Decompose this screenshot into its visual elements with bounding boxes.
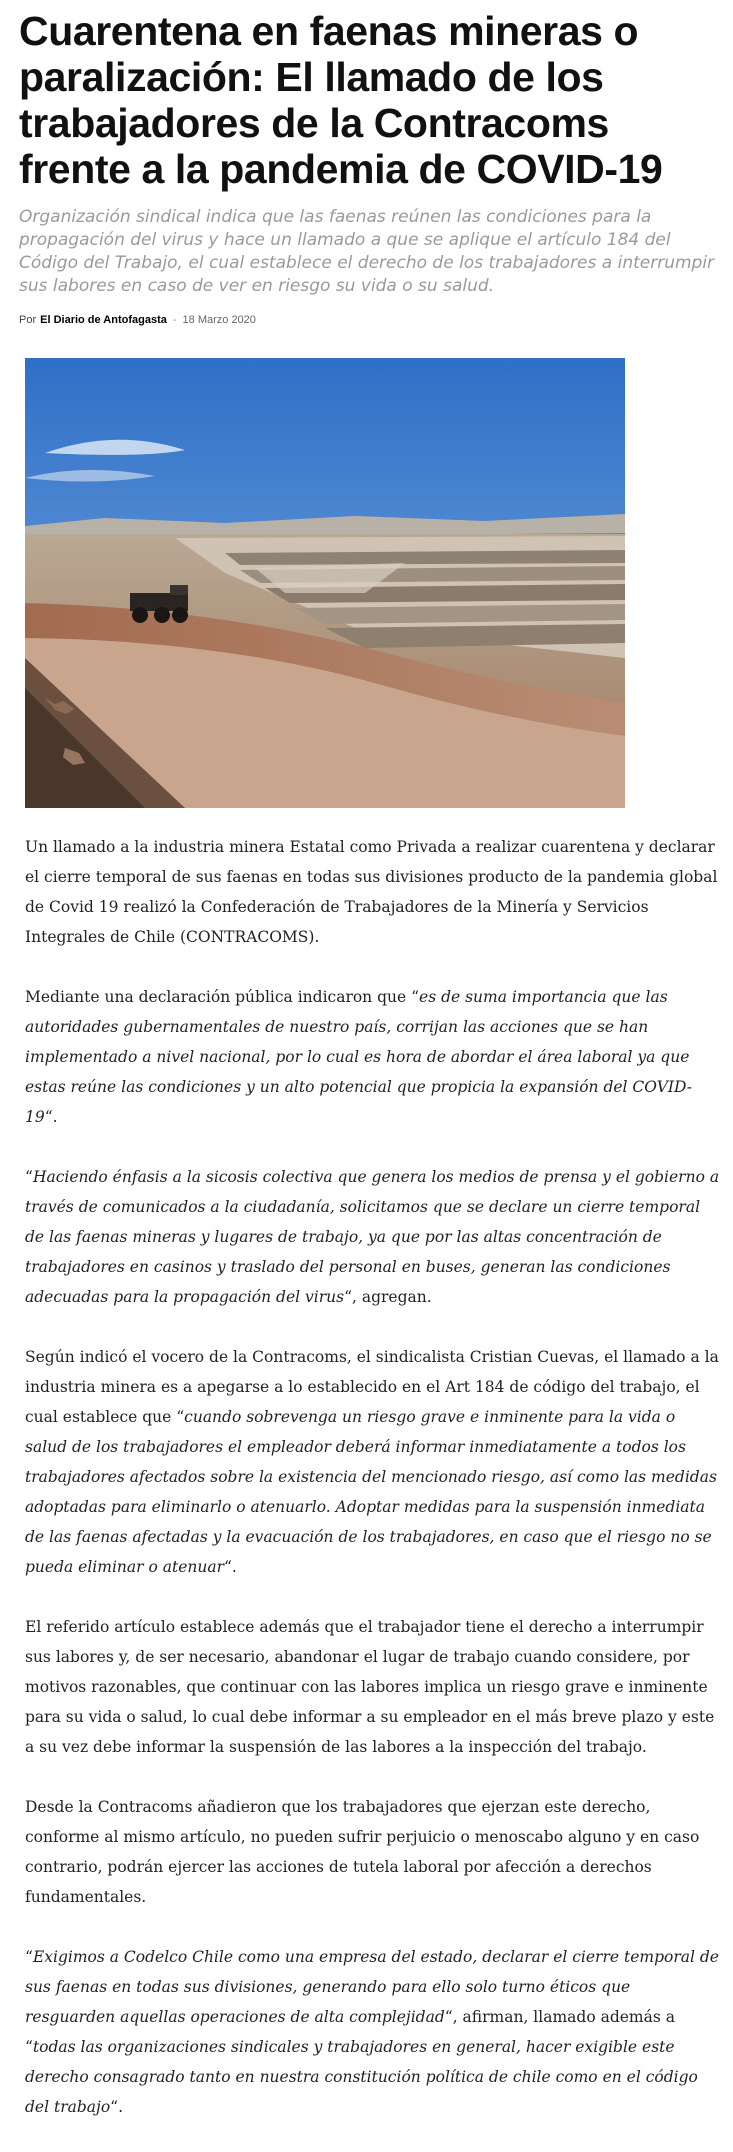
byline-separator: - bbox=[172, 314, 177, 326]
article-photo bbox=[25, 358, 625, 808]
paragraph-2 bbox=[25, 982, 720, 1132]
paragraph-4-quote: cuando sobrevenga un riesgo grave e inminente para la vida o salud de los trabajadores el empleador deberá informar inmediatamente a todos los trabajadores afectados sobre la existencia del mencionado riesgo, así como las medidas adoptadas para eliminarlo o atenuarlo. Adoptar medidas para la suspensión inmediata de las faenas afectadas y la evacuación de los trabajadores, en caso que el riesgo no se pueda eliminar o atenuar bbox=[25, 1408, 717, 1576]
publish-date: 18 Marzo 2020 bbox=[182, 314, 256, 326]
paragraph-3-end: “, agregan. bbox=[344, 1288, 432, 1306]
article-body bbox=[25, 832, 720, 2152]
paragraph-6: Desde la Contracoms añadieron que los trabajadores que ejerzan este derecho, conforme al mismo artículo, no pueden sufrir perjuicio o menoscabo alguno y en caso contrario, podrán ejercer las acciones de tutela laboral por afección a derechos fundamentales. bbox=[25, 1798, 700, 1906]
article-subtitle: Organización sindical indica que las faenas reúnen las condiciones para la propagación del virus y hace un llamado a que se aplique el artículo 184 del Código del Trabajo, el cual establece el derecho de los trabajadores a interrumpir sus labores en caso de ver en riesgo su vida o su salud. bbox=[19, 207, 715, 296]
paragraph-3-quote: Haciendo énfasis a la sicosis colectiva que genera los medios de prensa y el gobierno a través de comunicados a la ciudadanía, solicitamos que se declare un cierre temporal de las faenas mineras y lugares de trabajo, ya que por las altas concentración de trabajadores en casinos y traslado del personal en buses, generan las condiciones adecuadas para la propagación del virus bbox=[25, 1168, 720, 1306]
paragraph-7-lead: “ bbox=[25, 1948, 33, 1966]
paragraph-2-end: “. bbox=[44, 1108, 58, 1126]
paragraph-7-quote-2: todas las organizaciones sindicales y trabajadores en general, hacer exigible este derecho consagrado tanto en nuestra constitución política de chile como en el código del trabajo bbox=[25, 2038, 698, 2116]
paragraph-7-end: “. bbox=[110, 2098, 124, 2116]
paragraph-7-middle: “, afirman, llamado además a “ bbox=[25, 2008, 675, 2056]
article-title: Cuarentena en faenas mineras o paralización: El llamado de los trabajadores de la Contracoms frente a la pandemia de COVID-19 bbox=[19, 8, 663, 192]
paragraph-4-end: “. bbox=[224, 1558, 237, 1576]
paragraph-5: El referido artículo establece además que el trabajador tiene el derecho a interrumpir sus labores y, de ser necesario, abandonar el lugar de trabajo cuando considere, por motivos razonables, que continuar con las labores implica un riesgo grave e inminente para su vida o salud, lo cual debe informar a su empleador en el más breve plazo y este a su vez debe informar la suspensión de las labores a la inspección del trabajo. bbox=[25, 1618, 715, 1756]
paragraph-3 bbox=[25, 1162, 720, 1312]
paragraph-7 bbox=[25, 1942, 720, 2122]
paragraph-3-lead: “ bbox=[25, 1168, 33, 1186]
byline-prefix: Por bbox=[19, 314, 37, 326]
paragraph-2-quote: es de suma importancia que las autoridades gubernamentales de nuestro país, corrijan las acciones que se han implementado a nivel nacional, por lo cual es hora de abordar el área laboral ya que estas reúne las condiciones y un alto potencial que propicia la expansión del COVID-19 bbox=[25, 988, 692, 1126]
paragraph-1: Un llamado a la industria minera Estatal como Privada a realizar cuarentena y declarar el cierre temporal de sus faenas en todas sus divisiones producto de la pandemia global de Covid 19 realizó la Confederación de Trabajadores de la Minería y Servicios Integrales de Chile (CONTRACOMS). bbox=[25, 838, 718, 946]
byline bbox=[19, 314, 719, 330]
paragraph-7-quote-1: Exigimos a Codelco Chile como una empresa del estado, declarar el cierre temporal de sus faenas en todas sus divisiones, generando para ello solo turno éticos que resguarden aquellas operaciones de alta complejidad bbox=[25, 1948, 719, 2026]
open-pit-mine-photo-icon bbox=[25, 358, 625, 808]
paragraph-4-lead: Según indicó el vocero de la Contracoms, el sindicalista Cristian Cuevas, el llamado a la industria minera es a apegarse a lo establecido en el Art 184 de código del trabajo, el cual establece que “ bbox=[25, 1348, 719, 1426]
author-link[interactable]: El Diario de Antofagasta bbox=[40, 314, 167, 326]
paragraph-4 bbox=[25, 1342, 720, 1582]
article-header bbox=[19, 0, 719, 330]
paragraph-2-lead: Mediante una declaración pública indicaron que “ bbox=[25, 988, 420, 1006]
